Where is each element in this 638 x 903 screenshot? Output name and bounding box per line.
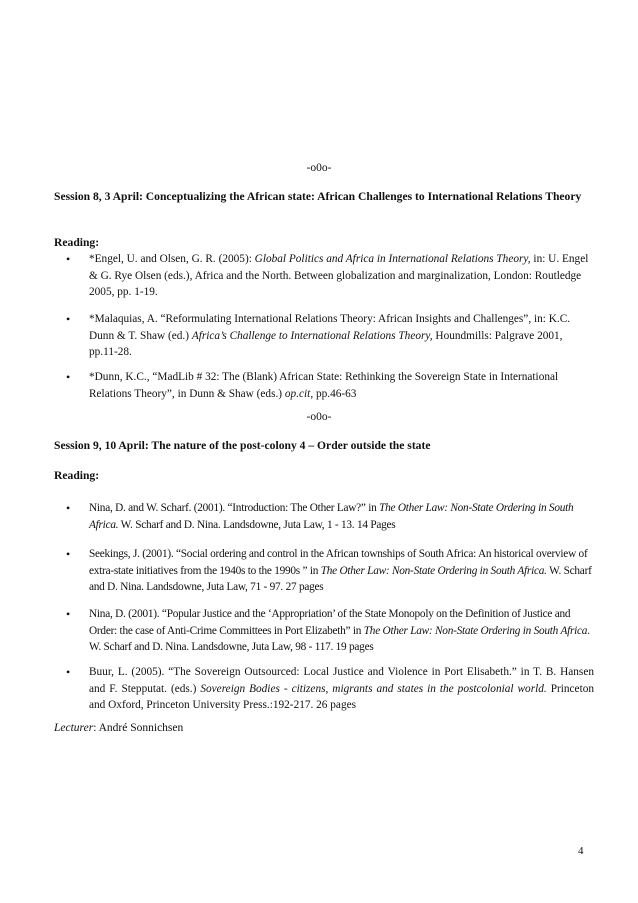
bullet-icon: • (66, 252, 71, 266)
session-8-heading: Session 8, 3 April: Conceptualizing the African state: African Challenges to International Relations Theory (54, 190, 582, 203)
lecturer-line (54, 722, 183, 734)
reading-item: • Seekings, J. (2001). “Social ordering and control in the African townships of South Africa: An historical overview of extra-state initiatives from the 1940s to the 1990s ” in The Other Law: Non-State Ordering in South Africa. W. Scharf and D. Nina. Landsdowne, Juta Law, 71 - 97. 27 pages (66, 547, 592, 593)
separator-middle: -o0o- (306, 411, 332, 423)
session-8-reading-label: Reading: (54, 236, 100, 249)
reading-title: The Other Law: Non-State Ordering in South Africa (363, 624, 588, 637)
lecturer-label: Lecturer (54, 722, 94, 734)
bullet-icon: • (66, 312, 71, 326)
bullet-icon: • (66, 501, 71, 515)
bullet-icon: • (66, 547, 71, 561)
reading-item: • Nina, D. (2001). “Popular Justice and the ‘Appropriation’ of the State Monopoly on the Definition of Justice and Order: the case of Anti-Crime Committees in Port Elizabeth” in The Other Law: Non-State Ordering in South Africa. W. Scharf and D. Nina. Landsdowne, Juta Law, 98 - 117. 19 pages (66, 607, 590, 653)
reading-item: • Nina, D. and W. Scharf. (2001). “Introduction: The Other Law?” in The Other Law: Non-State Ordering in South Africa. W. Scharf and D. Nina. Landsdowne, Juta Law, 1 - 13. 14 Pages (66, 501, 574, 531)
session-9-heading: Session 9, 10 April: The nature of the post-colony 4 – Order outside the state (54, 439, 431, 452)
reading-item: • *Malaquias, A. “Reformulating International Relations Theory: African Insights and Challenges”, in: K.C. Dunn & T. Shaw (ed.) Africa’s Challenge to International Relations Theory, Houndmills: Palgrave 2001, pp.11-28. (66, 312, 571, 358)
bullet-icon: • (66, 665, 71, 679)
reading-title: The Other Law: Non-State Ordering in South Africa. (320, 564, 547, 577)
reading-item: • *Engel, U. and Olsen, G. R. (2005): Global Politics and Africa in International Relations Theory, in: U. Engel & G. Rye Olsen (eds.), Africa and the North. Between globalization and marginalization, London: Routledge 2005, pp. 1-19. (66, 252, 589, 298)
lecturer-name: : André Sonnichsen (93, 722, 184, 734)
reading-title: Sovereign Bodies - citizens, migrants and states in the postcolonial world. (200, 682, 547, 695)
reading-title: The Other Law: Non-State Ordering in South Africa. (89, 502, 574, 531)
reading-item: • Buur, L. (2005). “The Sovereign Outsourced: Local Justice and Violence in Port Elisabeth.” in T. B. Hansen and F. Stepputat. (eds.) Sovereign Bodies - citizens, migrants and states in the postcolonial world. Princeton and Oxford, Princeton University Press.:192-217. 26 pages (66, 665, 595, 711)
session-9-reading-label: Reading: (54, 469, 100, 482)
bullet-icon: • (66, 370, 71, 384)
bullet-icon: • (66, 607, 71, 621)
page-number: 4 (578, 845, 584, 857)
reading-title: op.cit (284, 387, 311, 400)
reading-item: • *Dunn, K.C., “MadLib # 32: The (Blank) African State: Rethinking the Sovereign State in International Relations Theory”, in Dunn & Shaw (eds.) op.cit, pp.46-63 (66, 370, 559, 400)
separator-top: -o0o- (306, 162, 332, 174)
reading-title: Africa’s Challenge to International Relations Theory, (191, 329, 433, 342)
reading-title: Global Politics and Africa in International Relations Theory, (254, 253, 531, 265)
